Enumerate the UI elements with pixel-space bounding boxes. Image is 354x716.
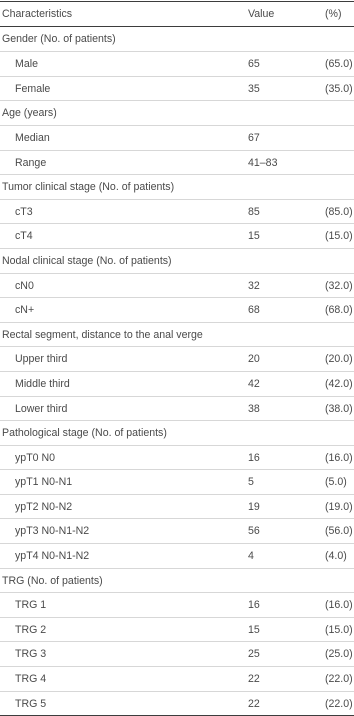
table-row — [0, 199, 354, 224]
row-percent: (85.0) — [325, 205, 353, 218]
table-row — [0, 273, 354, 298]
table-row — [0, 469, 354, 494]
row-label: TRG 3 — [15, 648, 47, 661]
table-group-row — [0, 420, 354, 445]
row-label: cT3 — [15, 205, 33, 218]
row-percent: (16.0) — [325, 599, 353, 612]
row-label: ypT1 N0-N1 — [15, 476, 73, 489]
row-percent: (15.0) — [325, 230, 353, 243]
row-value: 35 — [248, 82, 260, 95]
row-percent: (42.0) — [325, 377, 353, 390]
table-group-row — [0, 27, 354, 52]
row-percent: (4.0) — [325, 550, 347, 563]
header-percent: (%) — [325, 8, 342, 20]
table-row — [0, 494, 354, 519]
row-percent: (65.0) — [325, 58, 353, 71]
row-value: 65 — [248, 58, 260, 71]
table-row — [0, 445, 354, 470]
row-percent: (20.0) — [325, 353, 353, 366]
group-label: Gender (No. of patients) — [2, 32, 116, 45]
patient-characteristics-table — [0, 1, 354, 716]
table-row — [0, 396, 354, 421]
row-label: TRG 5 — [15, 697, 47, 710]
group-label: Nodal clinical stage (No. of patients) — [2, 254, 172, 267]
table-row — [0, 223, 354, 248]
table-row — [0, 641, 354, 666]
table-row — [0, 543, 354, 568]
table-row — [0, 150, 354, 175]
row-percent: (5.0) — [325, 476, 347, 489]
table-group-row — [0, 248, 354, 273]
group-label: Tumor clinical stage (No. of patients) — [2, 181, 175, 194]
row-value: 15 — [248, 230, 260, 243]
row-value: 19 — [248, 500, 260, 513]
row-label: cN+ — [15, 304, 35, 317]
header-value: Value — [248, 8, 275, 20]
row-label: ypT2 N0-N2 — [15, 500, 73, 513]
row-label: TRG 1 — [15, 599, 47, 612]
row-percent: (16.0) — [325, 451, 353, 464]
row-label: cT4 — [15, 230, 33, 243]
row-percent: (32.0) — [325, 279, 353, 292]
row-label: TRG 2 — [15, 623, 47, 636]
row-percent: (22.0) — [325, 697, 353, 710]
table-row — [0, 617, 354, 642]
row-percent: (22.0) — [325, 673, 353, 686]
row-percent: (68.0) — [325, 304, 353, 317]
header-characteristics: Characteristics — [2, 8, 73, 20]
table-row — [0, 592, 354, 617]
table-row — [0, 297, 354, 322]
row-value: 38 — [248, 402, 260, 415]
group-label: TRG (No. of patients) — [2, 574, 103, 587]
table-group-row — [0, 174, 354, 199]
table-body — [0, 27, 354, 716]
row-value: 25 — [248, 648, 260, 661]
row-label: Upper third — [15, 353, 68, 366]
row-percent: (35.0) — [325, 82, 353, 95]
table-group-row — [0, 568, 354, 593]
table-row — [0, 51, 354, 76]
row-value: 15 — [248, 623, 260, 636]
row-label: Median — [15, 131, 50, 144]
table-row — [0, 691, 354, 716]
table-group-row — [0, 322, 354, 347]
table-row — [0, 76, 354, 101]
row-percent: (25.0) — [325, 648, 353, 661]
group-label: Age (years) — [2, 107, 57, 120]
row-value: 22 — [248, 673, 260, 686]
row-value: 20 — [248, 353, 260, 366]
row-value: 32 — [248, 279, 260, 292]
row-value: 22 — [248, 697, 260, 710]
row-value: 85 — [248, 205, 260, 218]
table-row — [0, 518, 354, 543]
row-value: 5 — [248, 476, 254, 489]
table-row — [0, 666, 354, 691]
row-percent: (38.0) — [325, 402, 353, 415]
row-label: Male — [15, 58, 38, 71]
row-label: ypT4 N0-N1-N2 — [15, 550, 90, 563]
row-value: 4 — [248, 550, 254, 563]
table-group-row — [0, 100, 354, 125]
row-label: TRG 4 — [15, 673, 47, 686]
row-value: 67 — [248, 131, 260, 144]
row-label: cN0 — [15, 279, 34, 292]
row-value: 68 — [248, 304, 260, 317]
row-value: 16 — [248, 451, 260, 464]
row-value: 42 — [248, 377, 260, 390]
row-label: ypT3 N0-N1-N2 — [15, 525, 90, 538]
row-label: Middle third — [15, 377, 70, 390]
row-label: ypT0 N0 — [15, 451, 56, 464]
table-header-row — [0, 2, 354, 27]
group-label: Pathological stage (No. of patients) — [2, 427, 167, 440]
row-value: 16 — [248, 599, 260, 612]
row-percent: (15.0) — [325, 623, 353, 636]
row-value: 56 — [248, 525, 260, 538]
table-row — [0, 371, 354, 396]
row-percent: (19.0) — [325, 500, 353, 513]
row-label: Range — [15, 156, 47, 169]
row-label: Female — [15, 82, 51, 95]
row-percent: (56.0) — [325, 525, 353, 538]
group-label: Rectal segment, distance to the anal verge — [2, 328, 203, 341]
table-row — [0, 346, 354, 371]
row-label: Lower third — [15, 402, 68, 415]
table-row — [0, 125, 354, 150]
row-value: 41–83 — [248, 156, 278, 169]
